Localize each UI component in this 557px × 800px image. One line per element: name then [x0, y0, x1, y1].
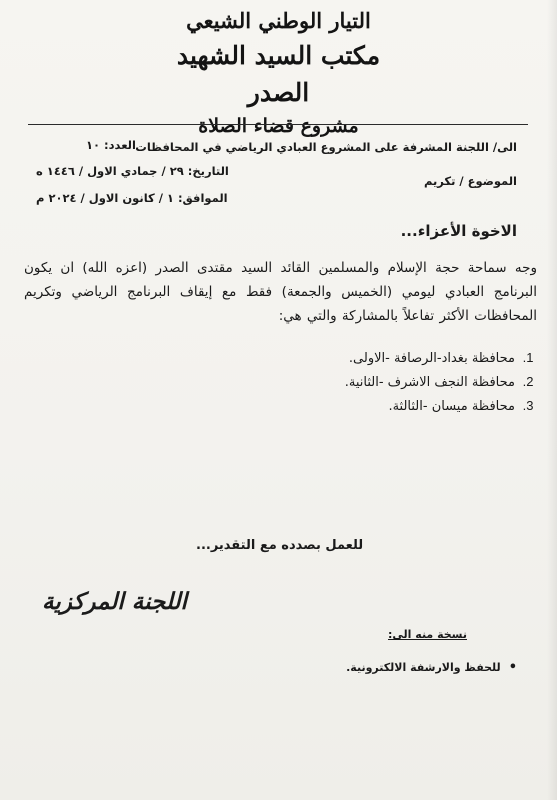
list-item-text: محافظة النجف الاشرف -الثانية.	[344, 375, 515, 390]
greeting: الاخوة الأعزاء...	[400, 222, 517, 240]
subject-line: الموضوع / تكريم	[423, 174, 517, 188]
list-item-text: محافظة بغداد-الرصافة -الاولى.	[348, 351, 515, 366]
body-paragraph: وجه سماحة حجة الإسلام والمسلمين القائد السيد مقتدى الصدر (اعزه الله) ان يكون البرنامج العبادي ليومي (الخميس والجمعة) فقط مع إيقاف البرنامج الرياضي وتكريم المحافظات الأكثر تفاعلاً بالمشاركة والتي هي:	[24, 260, 537, 324]
header-divider	[28, 124, 528, 125]
copy-to-list	[346, 660, 517, 675]
bullet-icon: •	[508, 660, 517, 675]
hijri-date: التاريخ: ٢٩ / جمادي الاول / ١٤٤٦ ه	[36, 164, 229, 178]
copy-to-label: نسخة منه الى:	[388, 628, 467, 641]
list-item	[281, 394, 541, 418]
gregorian-date: الموافق: ١ / كانون الاول / ٢٠٢٤ م	[36, 191, 228, 205]
list-item-text: محافظة ميسان -الثالثة.	[388, 399, 515, 414]
list-item	[346, 660, 517, 675]
letterhead-movement-name: التيار الوطني الشيعي	[186, 8, 371, 33]
list-item	[281, 370, 541, 394]
letterhead	[150, 4, 407, 142]
list-item-number: 2.	[522, 374, 534, 389]
letterhead-office-name: مكتب السيد الشهيد الصدر	[176, 41, 381, 107]
letterhead-project-name: مشروع قضاء الصلاة	[198, 115, 359, 137]
list-item-number: 3.	[522, 398, 534, 413]
reference-number: العدد: ١٠	[86, 138, 136, 152]
copy-item-text: للحفظ والارشفة الالكترونية.	[346, 661, 501, 674]
page-edge-shadow	[547, 0, 557, 800]
list-item-number: 1.	[522, 350, 534, 365]
signature-committee: اللجنة المركزية	[42, 588, 187, 615]
recipient-line: الى/ اللجنة المشرفة على المشروع العبادي الرياضي في المحافظات	[135, 140, 517, 154]
list-item	[281, 346, 541, 370]
closing-line: للعمل بصدده مع التقدير...	[196, 538, 364, 553]
honored-provinces-list	[281, 346, 541, 418]
